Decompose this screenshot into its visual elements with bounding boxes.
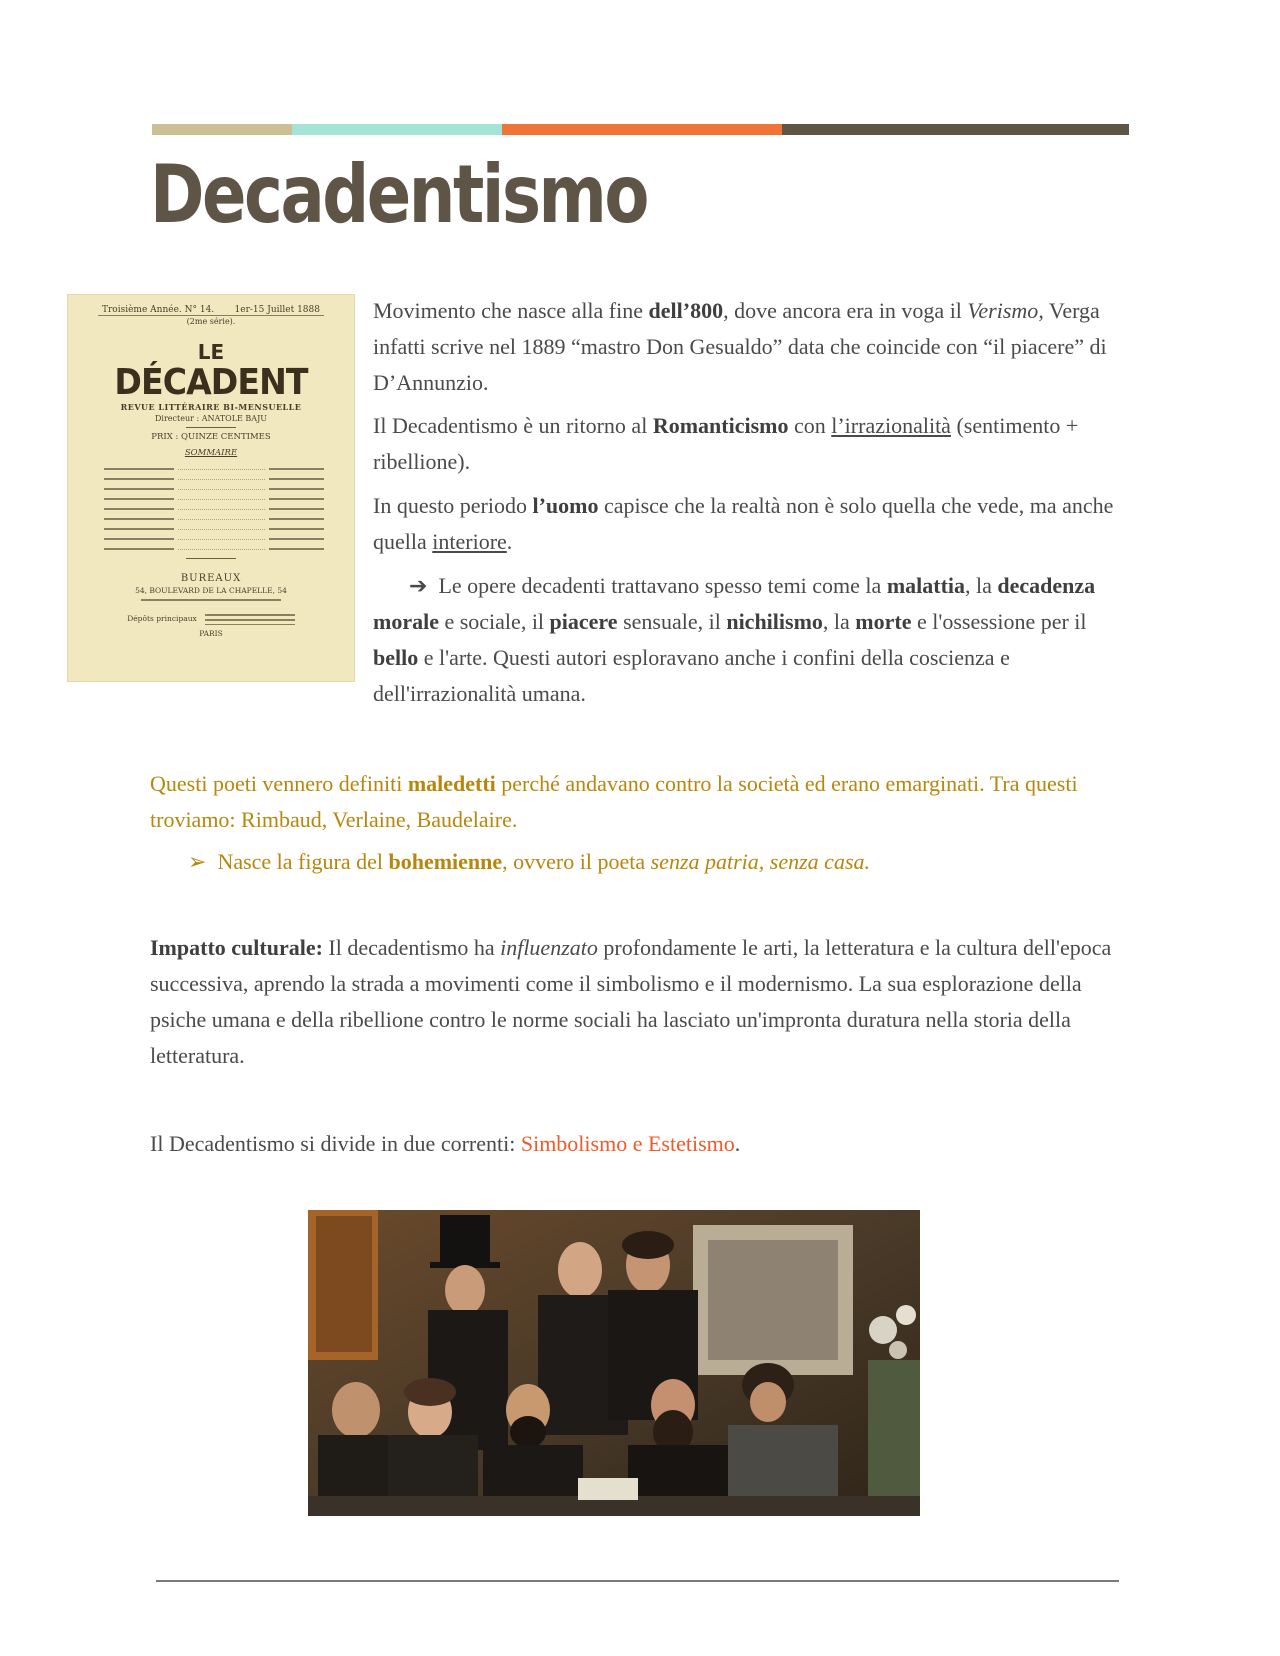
poster-le: LE [197,340,225,364]
text-italic: senza patria, senza casa. [650,849,871,874]
text-run: Il decadentismo ha [322,935,501,960]
poster-summary-line [104,504,324,514]
poster-divider [186,558,236,559]
poster-depots-label: Dépôts principaux [127,613,197,623]
text-run: In questo periodo [373,493,533,518]
text-bold: piacere [549,609,618,634]
text-run: con [788,413,832,438]
poster-summary-line [104,534,324,544]
poster-divider [186,427,236,428]
text-run: perché andavano contro la società ed erano emarginati. Tra questi troviamo: Rimbaud, Verlaine, Baudelaire. [150,771,1078,832]
poster-summary-line [104,474,324,484]
page-title: Decadentismo [150,148,648,241]
poster-header [98,295,324,316]
text-bold: morte [855,609,912,634]
poster-address-line [141,599,281,601]
text-run: (sentimento + ribellione). [373,413,1079,474]
top-color-rule [152,124,1129,135]
text-run: , la [965,573,998,598]
poster-summary-heading: SOMMAIRE [184,448,238,458]
poster-subtitle: REVUE LITTÉRAIRE BI-MENSUELLE [120,402,302,412]
text-run: , dove ancora era in voga il [723,298,968,323]
poster-summary-line [104,524,324,534]
text-run: , la [822,609,856,634]
poster-summary-line [104,464,324,474]
coin-de-table-painting [308,1210,920,1516]
poster-address: 54, BOULEVARD DE LA CHAPELLE, 54 [135,586,287,595]
text-bold: dell’800 [648,298,724,323]
text-italic: influenzato [500,935,598,960]
text-run: profondamente le arti, la letteratura e la cultura dell'epoca successiva, aprendo la strada a movimenti come il simbolismo e il modernismo. La sua esplorazione della psiche umana e della ribellione contro le norme sociali ha lasciato un'impronta duratura nella storia della letteratura. [150,935,1112,1068]
poster-summary-list [104,464,324,554]
bohemienne-bullet [188,844,1138,880]
poster-depots-text [205,611,295,625]
currents-highlight: Simbolismo e Estetismo [520,1131,735,1156]
poster-summary-line [104,484,324,494]
arrow-icon: ➔ [409,573,428,598]
poster-summary-line [104,494,324,504]
text-bold: decadenza morale [373,573,1096,634]
bullet-arrow-icon: ➢ [188,849,207,874]
poster-summary-line [104,514,324,524]
rule-segment-teal [292,124,502,135]
text-run: e l'arte. Questi autori esploravano anche i confini della coscienza e dell'irrazionalità umana. [373,645,1010,706]
text-run: . [734,1131,741,1156]
poster-serie: (2me série). [186,317,236,326]
rule-segment-orange [502,124,782,135]
poster-title: DÉCADENT [114,362,308,403]
text-bold: l’uomo [532,493,599,518]
text-bold: Romanticismo [652,413,789,438]
text-underlined: l’irrazionalità [831,413,951,438]
text-run: , Verga infatti scrive nel 1889 “mastro Don Gesualdo” data che coincide con “il piacere” di D’Annunzio. [373,298,1107,395]
impact-label: Impatto culturale: [150,935,323,960]
bottom-rule [156,1580,1119,1582]
poster-bureaux: BUREAUX [180,573,242,584]
poster-summary-line [104,544,324,554]
text-run: Movimento che nasce alla fine [373,298,649,323]
impact-paragraph [150,930,1140,1074]
intro-paragraph-2 [373,408,1133,480]
poster-date: 1er-15 Juillet 1888 [234,305,320,315]
poster-issue: Troisième Année. N° 14. [102,305,215,315]
text-run: Il Decadentismo si divide in due correnti: [150,1131,521,1156]
text-run: . [506,529,513,554]
intro-paragraph-3 [373,488,1133,560]
text-bold: bohemienne [388,849,503,874]
text-run: sensuale, il [617,609,727,634]
poster-depots [68,611,354,625]
text-run: e sociale, il [438,609,550,634]
poets-paragraph [150,766,1140,838]
le-decadent-cover-image [67,294,355,682]
text-bold: malattia [886,573,966,598]
text-bold: bello [373,645,419,670]
text-run: Il Decadentismo è un ritorno al [373,413,653,438]
poster-director: Directeur : ANATOLE BAJU [154,414,268,423]
text-bold: nichilismo [726,609,823,634]
poster-price: PRIX : QUINZE CENTIMES [151,432,271,442]
text-run: , ovvero il poeta [502,849,651,874]
text-run: Questi poeti vennero definiti [150,771,408,796]
text-italic: Verismo [967,298,1039,323]
text-bold: maledetti [407,771,496,796]
text-underlined: interiore [432,529,507,554]
intro-paragraph-4 [373,568,1133,712]
rule-segment-tan [152,124,292,135]
poster-city: PARIS [199,629,223,638]
intro-paragraph-1 [373,293,1133,401]
text-run: Le opere decadenti trattavano spesso temi come la [438,573,887,598]
currents-paragraph [150,1126,1140,1162]
rule-segment-brown [782,124,1129,135]
text-run: Nasce la figura del [217,849,389,874]
text-run: capisce che la realtà non è solo quella che vede, ma anche quella [373,493,1114,554]
text-run: e l'ossessione per il [911,609,1087,634]
